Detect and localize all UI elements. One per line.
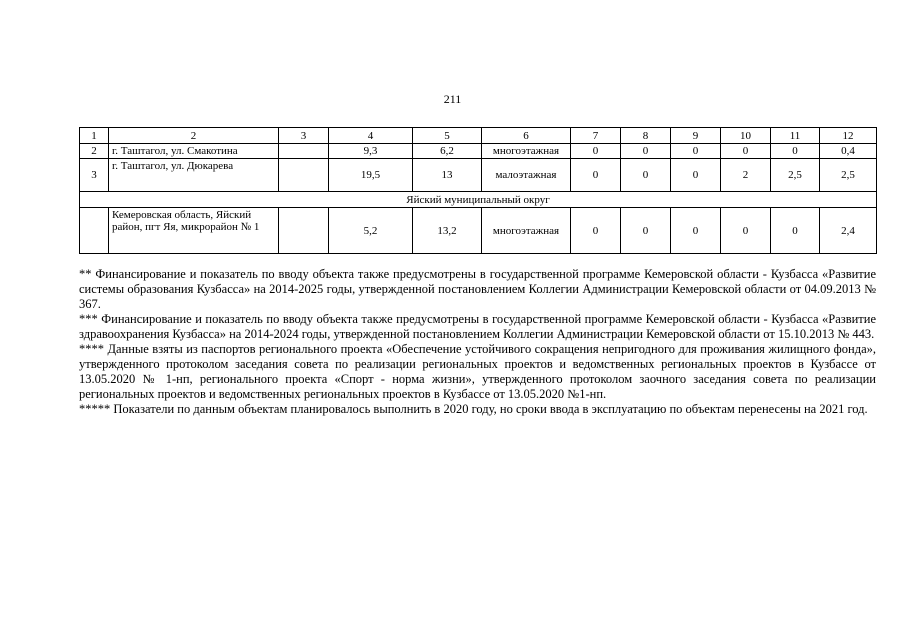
header-cell: 8	[621, 128, 671, 144]
table-cell: 6,2	[413, 144, 482, 159]
table-cell	[279, 159, 329, 192]
table-cell	[279, 144, 329, 159]
address-cell: г. Таштагол, ул. Дюкарева	[109, 159, 279, 192]
table-cell: 3	[80, 159, 109, 192]
footnote: ** Финансирование и показатель по вводу объекта также предусмотрены в государственной программе Кемеровской области - Кузбасса «Развитие системы образования Кузбасса» на 2014-2025 годы, утвержденной постановлением Коллегии Администрации Кемеровской области от 04.09.2013 № 367.	[79, 267, 876, 311]
table-cell	[80, 208, 109, 254]
table-cell: 0	[771, 208, 820, 254]
header-cell: 1	[80, 128, 109, 144]
table-cell: 0	[571, 208, 621, 254]
footnote: ***** Показатели по данным объектам планировалось выполнить в 2020 году, но сроки ввода в эксплуатацию по объектам перенесены на 2021 год.	[79, 402, 868, 416]
table-cell: 5,2	[329, 208, 413, 254]
header-cell: 10	[721, 128, 771, 144]
header-cell: 9	[671, 128, 721, 144]
header-cell: 3	[279, 128, 329, 144]
table-cell: 2,5	[771, 159, 820, 192]
address-cell: Кемеровская область, Яйский район, пгт Яя, микрорайон № 1	[109, 208, 279, 254]
header-cell: 5	[413, 128, 482, 144]
table-cell: многоэтажная	[482, 144, 571, 159]
header-cell: 7	[571, 128, 621, 144]
table-row	[80, 208, 877, 254]
table-cell: 0	[621, 144, 671, 159]
table-cell: 19,5	[329, 159, 413, 192]
footnotes	[79, 267, 876, 417]
footnote: **** Данные взяты из паспортов регионального проекта «Обеспечение устойчивого сокращения непригодного для проживания жилищного фонда», утвержденного протоколом заседания совета по реализации региональных проектов и ведомственных региональных проектов в Кузбассе от 13.05.2020 № 1-нп, регионального проекта «Спорт - норма жизни», утвержденного протоколом заочного заседания совета по реализации региональных проектов и ведомственных региональных проектов в Кузбассе от 13.05.2020 №1-нп.	[79, 342, 876, 401]
header-cell: 11	[771, 128, 820, 144]
table-header-row	[80, 128, 877, 144]
table-cell: 0	[621, 159, 671, 192]
header-cell: 2	[109, 128, 279, 144]
table-cell: 0	[671, 144, 721, 159]
header-cell: 4	[329, 128, 413, 144]
table-cell: 2,4	[820, 208, 877, 254]
table-cell: 0	[721, 144, 771, 159]
data-table	[79, 127, 877, 254]
table-cell: 0	[721, 208, 771, 254]
table-cell: 0	[571, 159, 621, 192]
table-cell: 0	[621, 208, 671, 254]
section-row	[80, 192, 877, 208]
table-cell: 0	[671, 208, 721, 254]
table-cell: 13	[413, 159, 482, 192]
table-cell: малоэтажная	[482, 159, 571, 192]
header-cell: 6	[482, 128, 571, 144]
table-cell: 2	[721, 159, 771, 192]
address-cell: г. Таштагол, ул. Смакотина	[109, 144, 279, 159]
table-cell: 9,3	[329, 144, 413, 159]
table-cell: 0,4	[820, 144, 877, 159]
section-title: Яйский муниципальный округ	[80, 192, 877, 208]
table-cell: многоэтажная	[482, 208, 571, 254]
table-cell: 0	[771, 144, 820, 159]
table-cell: 2	[80, 144, 109, 159]
table-cell: 0	[671, 159, 721, 192]
table-cell: 0	[571, 144, 621, 159]
page-number: 211	[443, 92, 462, 106]
table-cell: 13,2	[413, 208, 482, 254]
table-cell: 2,5	[820, 159, 877, 192]
header-cell: 12	[820, 128, 877, 144]
table-cell	[279, 208, 329, 254]
footnote: *** Финансирование и показатель по вводу объекта также предусмотрены в государственной программе Кемеровской области - Кузбасса «Развитие здравоохранения Кузбасса» на 2014-2024 годы, утвержденной постановлением Коллегии Администрации Кемеровской области от 15.10.2013 № 443.	[79, 312, 876, 341]
table-row	[80, 159, 877, 192]
table-row	[80, 144, 877, 159]
